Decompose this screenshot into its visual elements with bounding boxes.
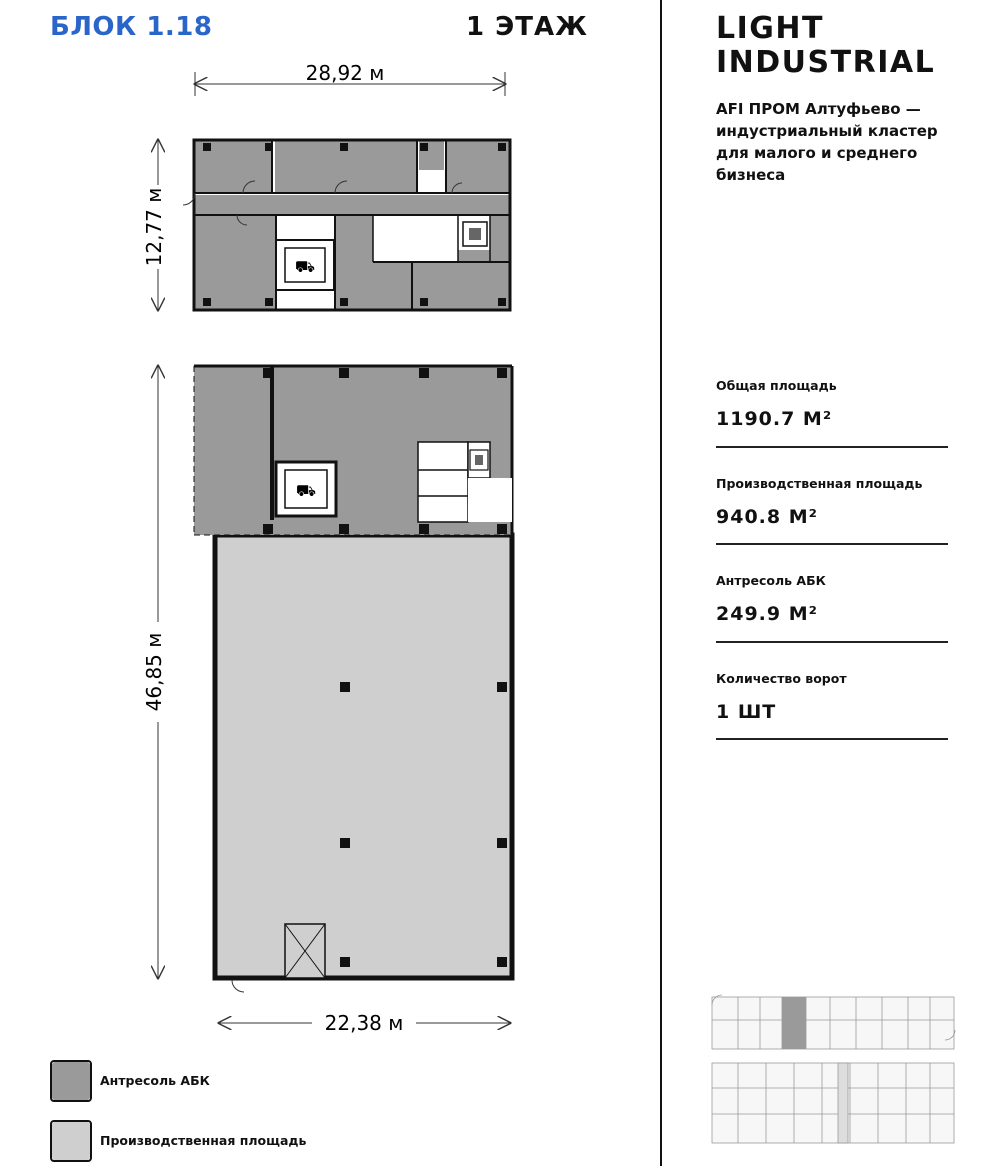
dimension-main-height: [138, 366, 176, 978]
mezzanine-plan-upper: [183, 140, 510, 310]
brand-description: AFI ПРОМ Алтуфьево — индустриальный кластер для малого и среднего бизнеса: [716, 100, 938, 184]
dimension-top-height-label: 12,77 м: [142, 187, 166, 267]
brand-title-line1: LIGHT: [716, 11, 824, 46]
stat-production-area-label: Производственная площадь: [716, 476, 923, 491]
dimension-top-height: [138, 140, 176, 310]
production-plan: [194, 366, 512, 992]
dimension-bottom-width-label: 22,38 м: [324, 1011, 404, 1035]
legend-label-production: Производственная площадь: [100, 1133, 307, 1148]
stat-gates-label: Количество ворот: [716, 671, 847, 686]
forklift-icon: ⛟: [295, 481, 317, 500]
site-key-plan: [712, 995, 955, 1143]
stat-total-area-label: Общая площадь: [716, 378, 837, 393]
brand-title-line2: INDUSTRIAL: [716, 45, 936, 80]
stat-total-area-value: 1190.7 М²: [716, 408, 833, 430]
stat-mezzanine-label: Антресоль АБК: [716, 573, 826, 588]
block-title: БЛОК 1.18: [50, 12, 213, 42]
dimension-bottom-width: [219, 1008, 510, 1035]
stat-production-area-value: 940.8 М²: [716, 506, 818, 528]
dimension-main-height-label: 46,85 м: [142, 632, 166, 712]
dimension-top-width-label: 28,92 м: [305, 61, 385, 85]
forklift-icon: ⛟: [294, 257, 316, 276]
stat-gates-value: 1 ШТ: [716, 701, 777, 723]
dimension-top-width: [195, 60, 505, 96]
legend-label-mezzanine: Антресоль АБК: [100, 1073, 210, 1088]
floor-title: 1 ЭТАЖ: [466, 12, 588, 42]
stat-mezzanine-value: 249.9 М²: [716, 603, 818, 625]
